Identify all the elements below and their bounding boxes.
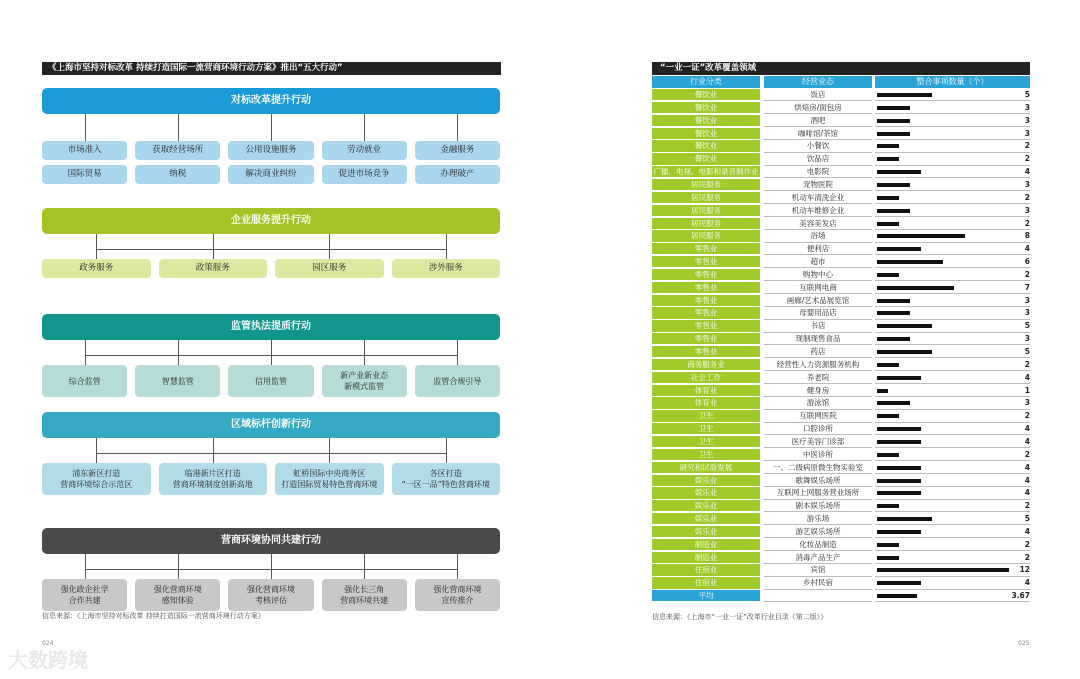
action-item: 强化营商环境 宣传推介 — [415, 579, 500, 611]
business-cell: 酒吧 — [764, 115, 872, 127]
action-item: 金融服务 — [415, 141, 500, 160]
business-cell: 母婴用品店 — [764, 307, 872, 319]
bar-mark — [877, 440, 921, 444]
business-cell: 饮品店 — [764, 153, 872, 165]
industry-cell: 体育业 — [652, 385, 760, 397]
bar-cell — [875, 243, 1030, 255]
industry-cell: 制造业 — [652, 552, 760, 564]
average-bar-cell — [875, 590, 1030, 602]
business-cell: 美容美发店 — [764, 218, 872, 230]
bar-mark — [877, 556, 899, 560]
industry-cell: 卫生 — [652, 410, 760, 422]
bar-mark — [877, 504, 899, 508]
bar-cell — [875, 397, 1030, 409]
value-label: 2 — [1024, 552, 1030, 562]
bar-mark — [877, 401, 910, 405]
bar-cell — [875, 475, 1030, 487]
connector-vertical — [329, 438, 330, 463]
value-label: 2 — [1024, 359, 1030, 369]
industry-cell: 零售业 — [652, 243, 760, 255]
value-label: 2 — [1024, 501, 1030, 511]
bar-cell — [875, 218, 1030, 230]
bar-mark — [877, 273, 899, 277]
action-item: 获取经营场所 — [135, 141, 220, 160]
section-banner-5: 营商环境协同共建行动 — [42, 528, 500, 554]
connector-vertical — [457, 340, 458, 365]
header-business: 经营业态 — [764, 76, 872, 88]
bar-cell — [875, 423, 1030, 435]
bar-cell — [875, 385, 1030, 397]
business-cell: 购物中心 — [764, 269, 872, 281]
value-label: 5 — [1024, 90, 1030, 99]
bar-mark — [877, 337, 910, 341]
action-item: 纳税 — [135, 165, 220, 184]
action-item: 虹桥国际中央商务区 打造国际贸易特色营商环境 — [275, 463, 384, 495]
industry-cell: 住宿业 — [652, 577, 760, 589]
right-source: 信息来源：《上海市“一业一证”改革行业目录（第二版）》 — [652, 613, 828, 621]
bar-mark — [877, 132, 910, 136]
value-label: 4 — [1024, 244, 1030, 254]
industry-cell: 商务服务业 — [652, 359, 760, 371]
industry-cell: 零售业 — [652, 307, 760, 319]
bar-cell — [875, 372, 1030, 384]
business-cell: 剧本娱乐场所 — [764, 500, 872, 512]
industry-cell: 零售业 — [652, 282, 760, 294]
business-cell: 经营性人力资源服务机构 — [764, 359, 872, 371]
business-cell: 小餐饮 — [764, 140, 872, 152]
connector-vertical — [85, 554, 86, 579]
bar-mark — [877, 170, 921, 174]
bar-cell — [875, 256, 1030, 268]
left-page-number: 024 — [42, 640, 54, 647]
connector-vertical — [364, 554, 365, 579]
industry-cell: 餐饮业 — [652, 153, 760, 165]
value-label: 12 — [1019, 565, 1030, 575]
bar-mark — [877, 376, 921, 380]
action-item: 涉外服务 — [392, 259, 501, 278]
bar-cell — [875, 282, 1030, 294]
bar-cell — [875, 295, 1030, 307]
connector-vertical — [178, 554, 179, 579]
value-label: 3 — [1024, 205, 1030, 215]
bar-mark — [877, 466, 921, 470]
bar-cell — [875, 166, 1030, 178]
bar-mark — [877, 350, 932, 354]
value-label: 3 — [1024, 102, 1030, 112]
value-label: 3 — [1024, 308, 1030, 318]
industry-cell: 居民服务 — [652, 192, 760, 204]
bar-mark — [877, 453, 899, 457]
bar-cell — [875, 577, 1030, 589]
value-label: 3 — [1024, 128, 1030, 138]
value-label: 5 — [1024, 347, 1030, 356]
action-item: 办理破产 — [415, 165, 500, 184]
industry-cell: 广播、电视、电影和录音制作业 — [652, 166, 760, 178]
bar-cell — [875, 449, 1030, 461]
business-cell: 药店 — [764, 346, 872, 358]
business-cell: 消毒产品生产 — [764, 552, 872, 564]
connector-vertical — [457, 114, 458, 141]
action-item: 促进市场竞争 — [322, 165, 407, 184]
value-label: 2 — [1024, 269, 1030, 279]
business-cell: 烘焙房/面包房 — [764, 102, 872, 114]
bar-cell — [875, 179, 1030, 191]
business-cell: 互联网电商 — [764, 282, 872, 294]
industry-cell: 居民服务 — [652, 179, 760, 191]
connector-vertical — [364, 114, 365, 141]
bar-cell — [875, 205, 1030, 217]
bar-mark — [877, 260, 943, 264]
bar-cell — [875, 462, 1030, 474]
section-banner-2: 企业服务提升行动 — [42, 208, 500, 234]
industry-cell: 零售业 — [652, 320, 760, 332]
bar-cell — [875, 269, 1030, 281]
industry-cell: 零售业 — [652, 295, 760, 307]
connector-vertical — [446, 438, 447, 463]
industry-cell: 娱乐业 — [652, 475, 760, 487]
bar-cell — [875, 513, 1030, 525]
action-item: 政务服务 — [42, 259, 151, 278]
industry-cell: 居民服务 — [652, 230, 760, 242]
business-cell: 宠物医院 — [764, 179, 872, 191]
value-label: 1 — [1024, 385, 1030, 395]
business-cell: 乡村民宿 — [764, 577, 872, 589]
value-label: 4 — [1024, 436, 1030, 446]
bar-cell — [875, 140, 1030, 152]
industry-cell: 研究和试验发展 — [652, 462, 760, 474]
connector-vertical — [213, 234, 214, 259]
value-label: 2 — [1024, 141, 1030, 151]
bar-mark — [877, 389, 888, 393]
action-item: 监管合规引导 — [415, 365, 500, 397]
value-label: 2 — [1024, 411, 1030, 421]
action-item: 信用监管 — [228, 365, 313, 397]
action-item: 临港新片区打造 营商环境制度创新高地 — [159, 463, 268, 495]
value-label: 4 — [1024, 578, 1030, 588]
bar-mark — [877, 196, 899, 200]
header-count: 整合事项数量（个） — [875, 76, 1030, 88]
value-label: 4 — [1024, 475, 1030, 485]
connector-vertical — [178, 114, 179, 141]
value-label: 2 — [1024, 449, 1030, 459]
business-cell: 现制现售食品 — [764, 333, 872, 345]
bar-mark — [877, 106, 910, 110]
bar-cell — [875, 359, 1030, 371]
bar-mark — [877, 222, 899, 226]
section-banner-1: 对标改革提升行动 — [42, 88, 500, 114]
industry-cell: 零售业 — [652, 333, 760, 345]
bar-mark — [877, 324, 932, 328]
value-label: 2 — [1024, 154, 1030, 164]
connector-vertical — [213, 438, 214, 463]
bar-mark — [877, 543, 899, 547]
business-cell: 歌舞娱乐场所 — [764, 475, 872, 487]
connector-vertical — [271, 554, 272, 579]
connector-vertical — [85, 340, 86, 365]
left-source: 信息来源：《上海市坚持对标改革 持续打造国际一流营商环境行动方案》 — [42, 612, 265, 620]
bar-cell — [875, 115, 1030, 127]
bar-mark — [877, 479, 921, 483]
average-label: 平均 — [652, 590, 760, 602]
value-label: 6 — [1024, 257, 1030, 267]
business-cell: 中医诊所 — [764, 449, 872, 461]
business-cell: 游艺娱乐场所 — [764, 526, 872, 538]
business-cell: 游乐场 — [764, 513, 872, 525]
average-value: 3.67 — [1011, 591, 1030, 601]
right-page-title: “一业一证”改革覆盖领域 — [652, 62, 1030, 75]
bar-mark — [877, 286, 954, 290]
bar-cell — [875, 230, 1030, 242]
industry-cell: 住宿业 — [652, 564, 760, 576]
industry-cell: 餐饮业 — [652, 102, 760, 114]
bar-cell — [875, 436, 1030, 448]
bar-mark — [877, 144, 899, 148]
bar-mark — [877, 517, 932, 521]
action-item: 新产业新业态 新模式监管 — [322, 365, 407, 397]
value-label: 2 — [1024, 192, 1030, 202]
action-item: 市场准入 — [42, 141, 127, 160]
section-banner-4: 区域标杆创新行动 — [42, 412, 500, 438]
connector-vertical — [85, 114, 86, 141]
bar-mark — [877, 247, 921, 251]
bar-mark — [877, 234, 965, 238]
business-cell: 浴场 — [764, 230, 872, 242]
value-label: 4 — [1024, 372, 1030, 382]
value-label: 4 — [1024, 167, 1030, 177]
bar-cell — [875, 564, 1030, 576]
business-cell: 超市 — [764, 256, 872, 268]
industry-cell: 体育业 — [652, 397, 760, 409]
connector-vertical — [178, 340, 179, 365]
value-label: 2 — [1024, 218, 1030, 228]
section-banner-3: 监管执法提质行动 — [42, 314, 500, 340]
action-item: 浦东新区打造 营商环境综合示范区 — [42, 463, 151, 495]
business-cell: 一、二级病原微生物实验室 — [764, 462, 872, 474]
bar-mark — [877, 209, 910, 213]
business-cell: 饭店 — [764, 89, 872, 101]
value-label: 4 — [1024, 526, 1030, 536]
value-label: 3 — [1024, 398, 1030, 408]
value-label: 4 — [1024, 462, 1030, 472]
industry-cell: 零售业 — [652, 269, 760, 281]
business-cell: 画廊/艺术品展览馆 — [764, 295, 872, 307]
value-label: 5 — [1024, 514, 1030, 524]
bar-cell — [875, 500, 1030, 512]
value-label: 8 — [1024, 231, 1030, 241]
action-item: 强化长三角 营商环境共建 — [322, 579, 407, 611]
bar-cell — [875, 128, 1030, 140]
bar-mark — [877, 299, 910, 303]
bar-cell — [875, 410, 1030, 422]
business-cell: 机动车维修企业 — [764, 205, 872, 217]
business-cell: 化妆品制造 — [764, 539, 872, 551]
bar-mark — [877, 491, 921, 495]
industry-cell: 卫生 — [652, 423, 760, 435]
bar-mark — [877, 414, 899, 418]
business-cell: 宾馆 — [764, 564, 872, 576]
bar-cell — [875, 333, 1030, 345]
right-page-number: 025 — [1018, 640, 1030, 647]
business-cell: 游泳馆 — [764, 397, 872, 409]
value-label: 3 — [1024, 115, 1030, 125]
business-cell: 便利店 — [764, 243, 872, 255]
bar-mark — [877, 363, 899, 367]
industry-cell: 娱乐业 — [652, 526, 760, 538]
value-label: 7 — [1024, 282, 1030, 292]
action-item: 强化营商环境 感知体验 — [135, 579, 220, 611]
action-item: 各区打造 “一区一品”特色营商环境 — [392, 463, 501, 495]
business-cell: 书店 — [764, 320, 872, 332]
bar-mark — [877, 93, 932, 97]
bar-mark — [877, 427, 921, 431]
action-item: 公用设施服务 — [228, 141, 313, 160]
business-cell: 养老院 — [764, 372, 872, 384]
action-item: 强化政企社学 合作共建 — [42, 579, 127, 611]
bar-cell — [875, 102, 1030, 114]
connector-vertical — [96, 234, 97, 259]
business-cell: 咖啡馆/茶馆 — [764, 128, 872, 140]
value-label: 2 — [1024, 539, 1030, 549]
bar-mark — [877, 568, 1009, 572]
business-cell: 医疗美容门诊部 — [764, 436, 872, 448]
value-label: 5 — [1024, 321, 1030, 331]
value-label: 3 — [1024, 334, 1030, 344]
action-item: 国际贸易 — [42, 165, 127, 184]
connector-vertical — [364, 340, 365, 365]
industry-cell: 娱乐业 — [652, 487, 760, 499]
value-label: 4 — [1024, 424, 1030, 434]
bar-mark — [877, 119, 910, 123]
value-label: 4 — [1024, 488, 1030, 498]
connector-vertical — [329, 234, 330, 259]
business-cell: 健身房 — [764, 385, 872, 397]
bar-mark — [877, 157, 899, 161]
industry-cell: 娱乐业 — [652, 513, 760, 525]
watermark-logo: 大数跨境 — [8, 648, 88, 672]
value-label: 3 — [1024, 295, 1030, 305]
bar-cell — [875, 320, 1030, 332]
left-page-title: 《上海市坚持对标改革 持续打造国际一流营商环境行动方案》推出“五大行动” — [42, 62, 501, 75]
connector-vertical — [96, 438, 97, 463]
bar-cell — [875, 539, 1030, 551]
connector-horizontal-4 — [96, 453, 446, 454]
bar-cell — [875, 192, 1030, 204]
bar-mark — [877, 530, 921, 534]
average-bar-mark — [877, 594, 917, 598]
bar-cell — [875, 552, 1030, 564]
business-cell: 口腔诊所 — [764, 423, 872, 435]
business-cell: 互联网上网服务营业场所 — [764, 487, 872, 499]
connector-vertical — [446, 234, 447, 259]
value-label: 3 — [1024, 179, 1030, 189]
action-item: 政策服务 — [159, 259, 268, 278]
bar-mark — [877, 183, 910, 187]
industry-cell: 餐饮业 — [652, 89, 760, 101]
connector-horizontal-2 — [96, 249, 446, 250]
business-cell: 互联网医院 — [764, 410, 872, 422]
industry-cell: 零售业 — [652, 256, 760, 268]
industry-cell: 卫生 — [652, 449, 760, 461]
industry-cell: 制造业 — [652, 539, 760, 551]
industry-cell: 居民服务 — [652, 218, 760, 230]
bar-cell — [875, 526, 1030, 538]
bar-cell — [875, 307, 1030, 319]
business-cell: 电影院 — [764, 166, 872, 178]
bar-cell — [875, 346, 1030, 358]
industry-cell: 卫生 — [652, 436, 760, 448]
bar-cell — [875, 487, 1030, 499]
bar-mark — [877, 311, 910, 315]
industry-cell: 餐饮业 — [652, 128, 760, 140]
action-item: 解决商业纠纷 — [228, 165, 313, 184]
bar-mark — [877, 581, 921, 585]
bar-cell — [875, 89, 1030, 101]
industry-cell: 社会工作 — [652, 372, 760, 384]
header-industry: 行业分类 — [652, 76, 760, 88]
action-item: 劳动就业 — [322, 141, 407, 160]
action-item: 智慧监管 — [135, 365, 220, 397]
bar-cell — [875, 153, 1030, 165]
industry-cell: 餐饮业 — [652, 140, 760, 152]
action-item: 综合监管 — [42, 365, 127, 397]
connector-vertical — [271, 114, 272, 141]
industry-cell: 居民服务 — [652, 205, 760, 217]
connector-vertical — [457, 554, 458, 579]
action-item: 园区服务 — [275, 259, 384, 278]
business-cell: 机动车清洗企业 — [764, 192, 872, 204]
action-item: 强化营商环境 考核评估 — [228, 579, 313, 611]
industry-cell: 餐饮业 — [652, 115, 760, 127]
connector-vertical — [271, 340, 272, 365]
industry-cell: 零售业 — [652, 346, 760, 358]
industry-cell: 娱乐业 — [652, 500, 760, 512]
average-business-cell — [764, 590, 872, 602]
